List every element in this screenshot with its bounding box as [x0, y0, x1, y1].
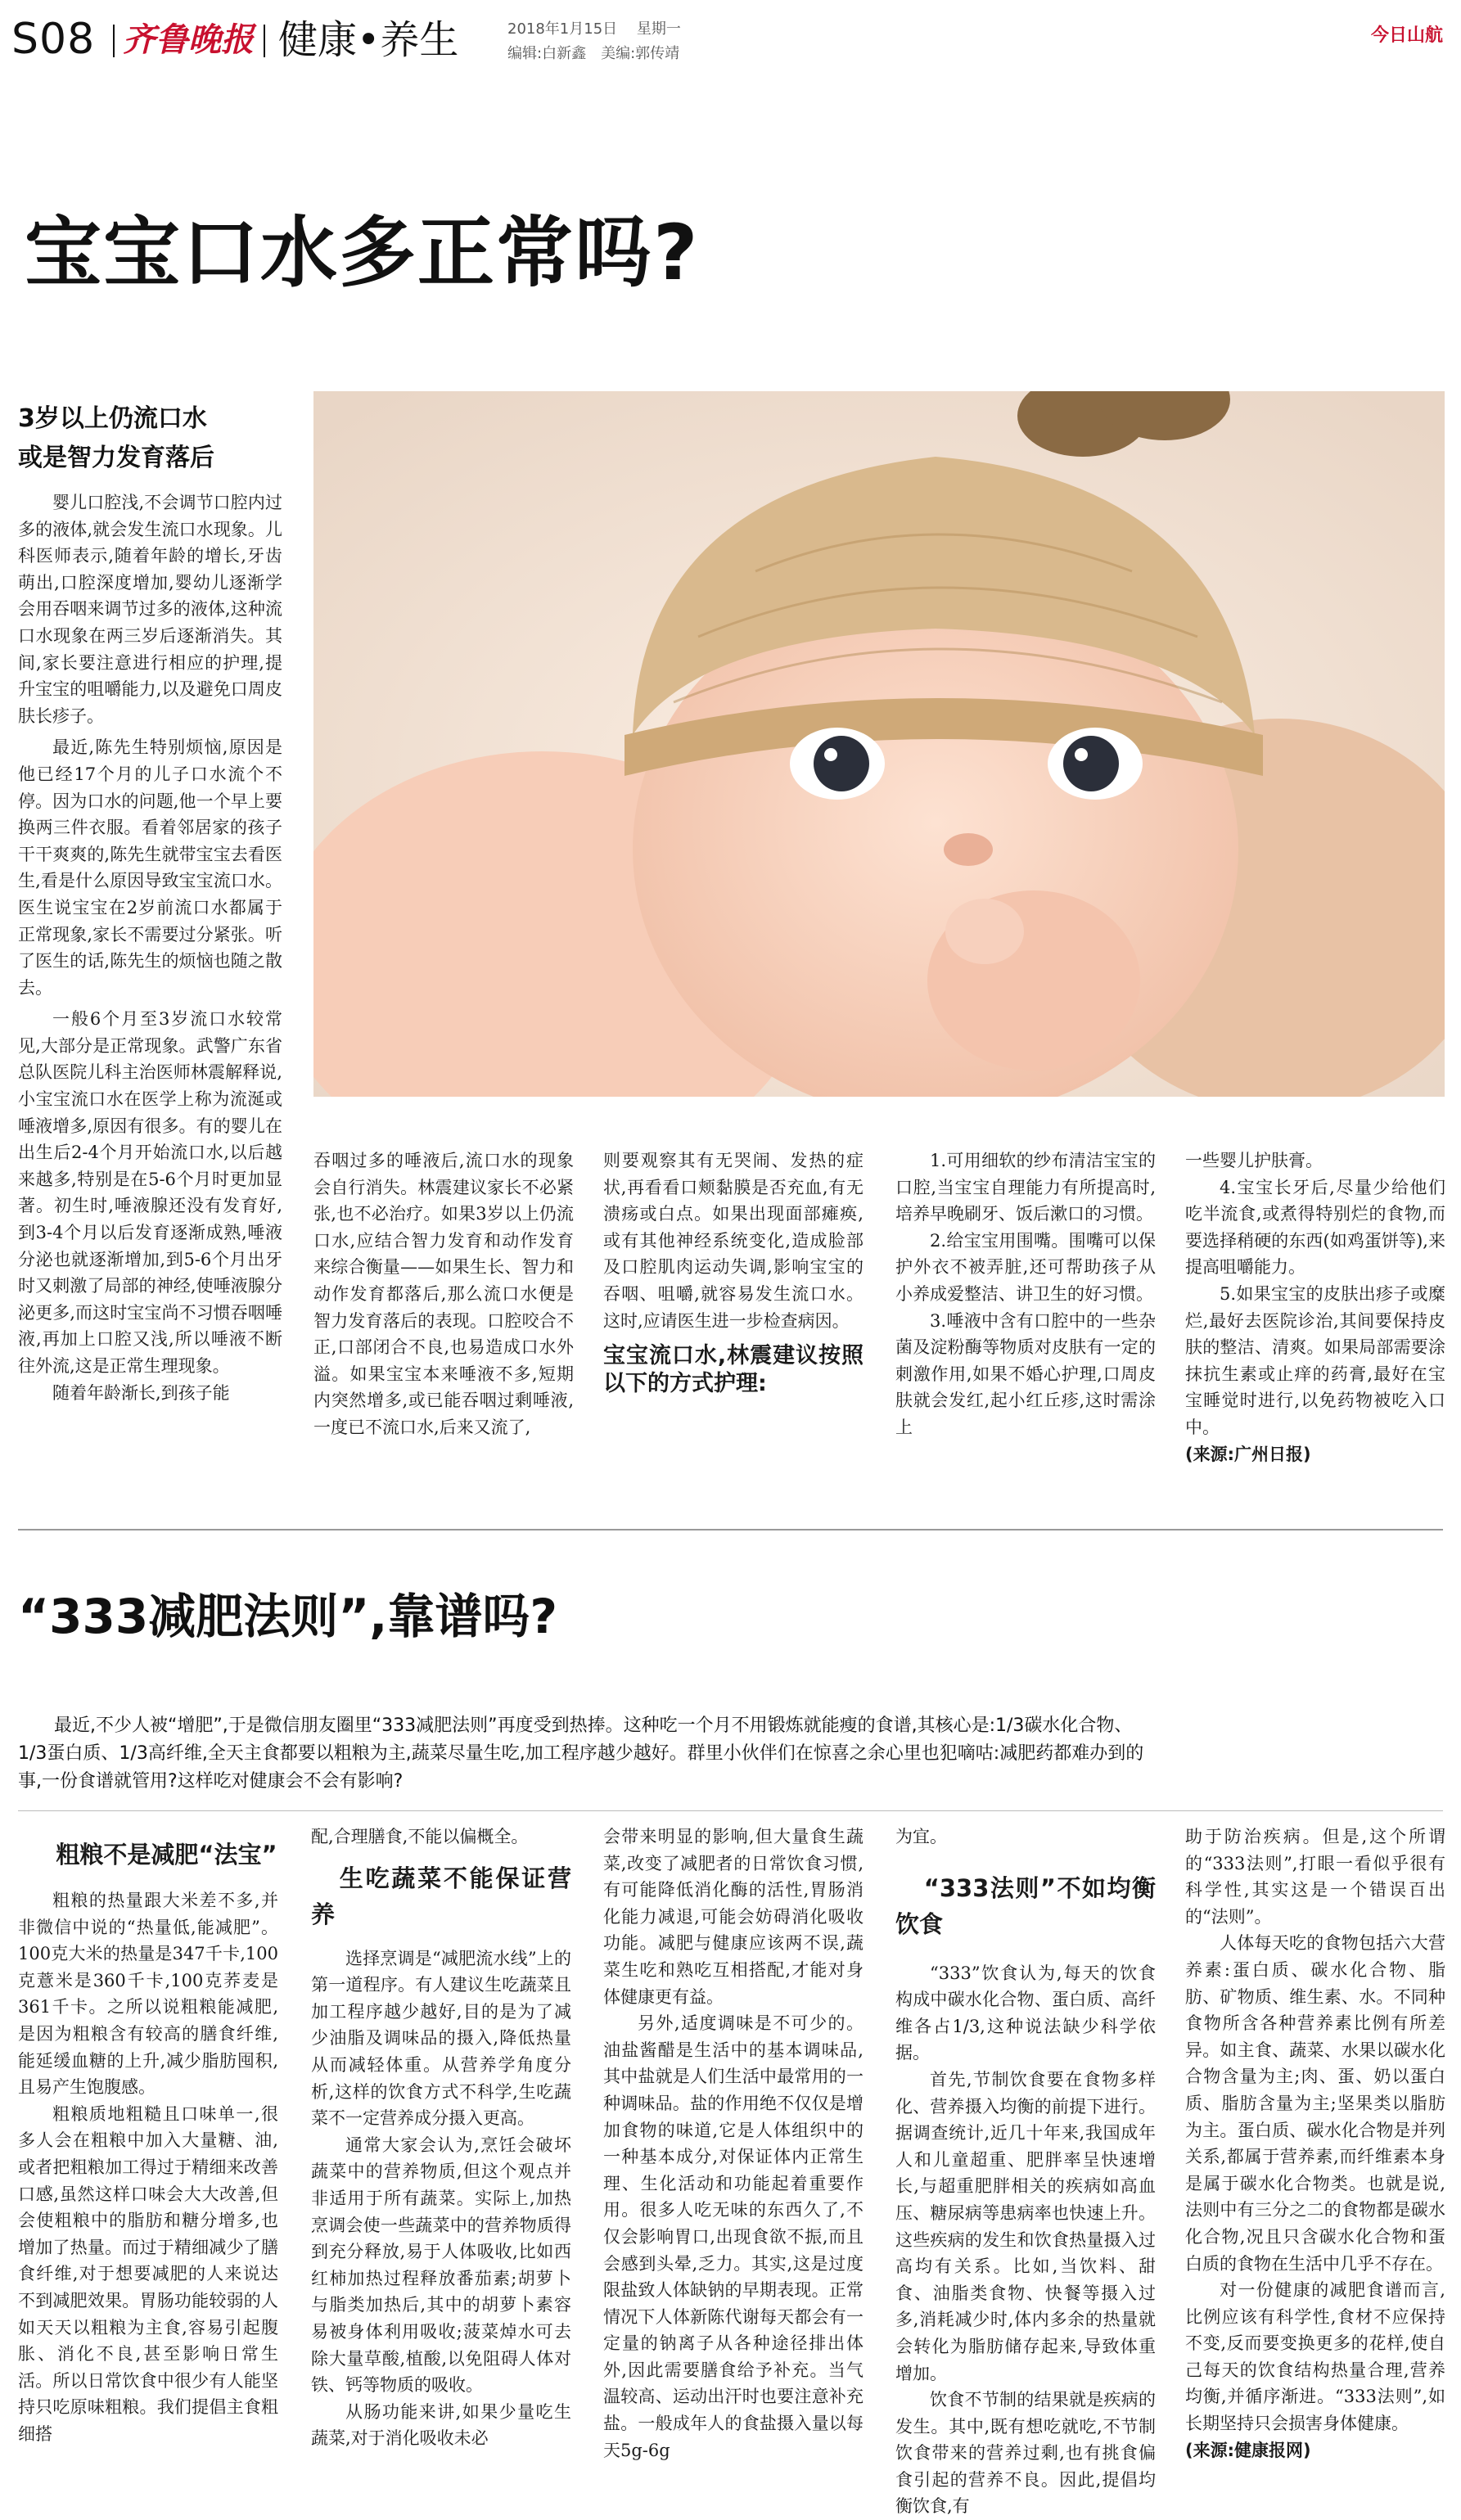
baby-photo: [313, 391, 1445, 1097]
article2-col2: [311, 1824, 571, 2452]
article2-subhead-b: 生吃蔬菜不能保证营养: [311, 1864, 571, 1928]
paragraph: 婴儿口腔浅,不会调节口腔内过多的液体,就会发生流口水现象。儿科医师表示,随着年龄的增长,牙齿萌出,口腔深度增加,婴幼儿逐渐学会用吞咽来调节过多的液体,这种流口水现象在两三岁后逐渐消失。其间,家长要注意进行相应的护理,提升宝宝的咀嚼能力,以及避免口周皮肤长疹子。: [18, 493, 282, 726]
paragraph: 3.唾液中含有口腔中的一些杂菌及淀粉酶等物质对皮肤有一定的刺激作用,如果不婚心护理,口周皮肤就会发红,起小红丘疹,这时需涂上: [895, 1310, 1156, 1437]
paragraph: 另外,适度调味是不可少的。油盐酱醋是生活中的基本调味品,其中盐就是人们生活中最常用的一种调味品。盐的作用绝不仅仅是增加食物的味道,它是人体组织中的一种基本成分,对保证体内正常生理、生化活动和功能起着重要作用。很多人吃无味的东西久了,不仅会影响胃口,出现食欲不振,而且会感到头晕,乏力。其实,这是过度限盐致人体缺钠的早期表现。正常情况下人体新陈代谢每天都会有一定量的钠离子从各种途径排出体外,因此需要膳食给予补充。当气温较高、运动出汗时也要注意补充盐。一般成年人的食盐摄入量以每天5g-6g: [603, 2013, 864, 2460]
header-divider-1: [113, 25, 115, 57]
paragraph: 一些婴儿护肤膏。: [1185, 1151, 1323, 1170]
date-text: 2018年1月15日: [507, 20, 618, 38]
article1-col5: [1185, 1147, 1445, 1467]
intro-divider: [18, 1810, 1443, 1811]
article1-col1: [18, 489, 282, 1406]
paragraph: 吞咽过多的唾液后,流口水的现象会自行消失。林震建议家长不必紧张,也不必治疗。如果3岁以上仍流口水,应结合智力发育和动作发育来综合衡量——如果生长、智力和动作发育都落后,那么流口水便是智力发育落后的表现。口腔咬合不正,口部闭合不良,也易造成口水外溢。如果宝宝本来唾液不多,短期内突然增多,或已能吞咽过剩唾液,一度已不流口水,后来又流了,: [313, 1151, 574, 1437]
paragraph: 人体每天吃的食物包括六大营养素:蛋白质、碳水化合物、脂肪、矿物质、维生素、水。不同种食物所含各种营养素比例有所差异。如主食、蔬菜、水果以碳水化合物含量为主;肉、蛋、奶以蛋白质、脂肪含量为主;坚果类以脂肪为主。蛋白质、碳水化合物是并列关系,都属于营养素,而纤维素本身是属于碳水化合物类。也就是说,法则中有三分之二的食物都是碳水化合物,况且只含碳水化合物和蛋白质的食物在生活中几乎不存在。: [1185, 1933, 1445, 2274]
subhead-line-2: 或是智力发育落后: [18, 444, 214, 472]
paragraph: 助于防治疾病。但是,这个所谓的“333法则”,打眼一看似乎很有科学性,其实这是一个错误百出的“法则”。: [1185, 1827, 1445, 1927]
paragraph: 为宜。: [895, 1827, 947, 1846]
paragraph: 5.如果宝宝的皮肤出疹子或糜烂,最好去医院诊治,其间要保持皮肤的整洁、清爽。如果局部需要涂抹抗生素或止痒的药膏,最好在宝宝睡觉时进行,以免药物被吃入口中。: [1185, 1283, 1445, 1437]
article2-source: (来源:健康报网): [1185, 2440, 1311, 2460]
article2-col3: [603, 1824, 864, 2464]
paragraph: 随着年龄渐长,到孩子能: [52, 1382, 230, 1403]
header-divider-2: [264, 25, 265, 57]
paragraph: 通常大家会认为,烹饪会破坏蔬菜中的营养物质,但这个观点并非适用于所有蔬菜。实际上,加热烹调会使一些蔬菜中的营养物质得到充分释放,易于人体吸收,比如西红柿加热过程释放番茄素;胡萝卜与脂类加热后,其中的胡萝卜素容易被身体利用吸收;菠菜焯水可去除大量草酸,植酸,以免阻碍人体对铁、钙等物质的吸收。: [311, 2135, 571, 2396]
article1-source: (来源:广州日报): [1185, 1444, 1311, 1464]
article2-col1: [18, 1837, 278, 2447]
section-title: 健康•养生: [278, 17, 459, 63]
article2-title: “333减肥法则”,靠谱吗?: [18, 1589, 557, 1644]
paragraph: 选择烹调是“减肥流水线”上的第一道程序。有人建议生吃蔬菜且加工程序越少越好,目的是为了减少油脂及调味品的摄入,降低热量从而减轻体重。从营养学角度分析,这样的饮食方式不科学,生吃蔬菜不一定营养成分摄入更高。: [311, 1948, 571, 2129]
paragraph: 配,合理膳食,不能以偏概全。: [311, 1827, 529, 1846]
paragraph: 粗粮质地粗糙且口味单一,很多人会在粗粮中加入大量糖、油,或者把粗粮加工得过于精细来改善口感,虽然这样口味会大大改善,但会使粗粮中的脂肪和糖分增多,也增加了热量。而过于精细减少了膳食纤维,对于想要减肥的人来说达不到减肥效果。胃肠功能较弱的人如天天以粗粮为主食,容易引起腹胀、消化不良,甚至影响日常生活。所以日常饮食中很少有人能坚持只吃原味粗粮。我们提倡主食粗细搭: [18, 2103, 278, 2444]
paragraph: 会带来明显的影响,但大量食生蔬菜,改变了减肥者的日常饮食习惯,有可能降低消化酶的活性,胃肠消化能力减退,可能会妨碍消化吸收功能。减肥与健康应该两不误,蔬菜生吃和熟吃互相搭配,才能对身体健康更有益。: [603, 1827, 864, 2007]
paragraph: 2.给宝宝用围嘴。围嘴可以保护外衣不被弄脏,还可帮助孩子从小养成爱整洁、讲卫生的好习惯。: [895, 1230, 1156, 1304]
page-number: S08: [11, 15, 96, 64]
paragraph: 则要观察其有无哭闹、发热的症状,再看看口颊黏膜是否充血,有无溃疡或白点。如果出现面部瘫痪,或有其他神经系统变化,造成脸部及口腔肌肉运动失调,影响宝宝的吞咽、咀嚼,就容易发生流口水。这时,应请医生进一步检查病因。: [603, 1151, 864, 1331]
article1-col2: [313, 1147, 574, 1441]
article1-title: 宝宝口水多正常吗?: [25, 209, 700, 298]
header-date: [507, 20, 681, 39]
article1-col3: [603, 1147, 864, 1398]
paragraph: “333”饮食认为,每天的饮食构成中碳水化合物、蛋白质、高纤维各占1/3,这种说法缺少科学依据。: [895, 1963, 1156, 2063]
paragraph: 1.可用细软的纱布清洁宝宝的口腔,当宝宝自理能力有所提高时,培养早晚刷牙、饭后漱口的习惯。: [895, 1151, 1156, 1224]
brand-tag: 今日山航: [1370, 25, 1443, 46]
paper-logo: 齐鲁晚报: [123, 20, 254, 59]
article1-tips-heading: 宝宝流口水,林震建议按照以下的方式护理:: [603, 1343, 864, 1397]
article2-subhead-c: “333法则”不如均衡饮食: [895, 1873, 1156, 1938]
article2-col4: [895, 1824, 1156, 2520]
subhead-line-1: 3岁以上仍流口水: [18, 404, 207, 433]
article-divider: [18, 1529, 1443, 1530]
baby-photo-illustration: [313, 391, 1445, 1097]
paragraph: 从肠功能来讲,如果少量吃生蔬菜,对于消化吸收未必: [311, 2401, 571, 2449]
weekday-text: 星期一: [636, 20, 681, 38]
article2-col5: [1185, 1824, 1445, 2464]
paragraph: 对一份健康的减肥食谱而言,比例应该有科学性,食材不应保持不变,反而要变换更多的花样,使自己每天的饮食结构热量合理,营养均衡,并循序渐进。“333法则”,如长期坚持只会损害身体健康。: [1185, 2280, 1445, 2434]
paragraph: 粗粮的热量跟大米差不多,并非微信中说的“热量低,能减肥”。100克大米的热量是347千卡,100克薏米是360千卡,100克荞麦是361千卡。之所以说粗粮能减肥,是因为粗粮含有较高的膳食纤维,能延缓血糖的上升,减少脂肪囤积,且易产生饱腹感。: [18, 1891, 278, 2098]
article2-intro: 最近,不少人被“增肥”,于是微信朋友圈里“333减肥法则”再度受到热捧。这种吃一个月不用锻炼就能瘦的食谱,其核心是:1/3碳水化合物、1/3蛋白质、1/3高纤维,全天主食都要以粗粮为主,蔬菜尽量生吃,加工程序越少越好。群里小伙伴们在惊喜之余心里也犯嘀咕:减肥药都难办到的事,一份食谱就管用?这样吃对健康会不会有影响?: [18, 1715, 1144, 1792]
paragraph: 首先,节制饮食要在食物多样化、营养摄入均衡的前提下进行。据调查统计,近几十年来,我国成年人和儿童超重、肥胖率呈快速增长,与超重肥胖相关的疾病如高血压、糖尿病等患病率也快速上升。这些疾病的发生和饮食热量摄入过高均有关系。比如,当饮料、甜食、油脂类食物、快餐等摄入过多,消耗减少时,体内多余的热量就会转化为脂肪储存起来,导致体重增加。: [895, 2069, 1156, 2383]
article1-subhead: [18, 399, 214, 478]
paragraph: 4.宝宝长牙后,尽量少给他们吃半流食,或煮得特别烂的食物,而要选择稍硬的东西(如鸡蛋饼等),来提高咀嚼能力。: [1185, 1177, 1445, 1278]
paragraph: 饮食不节制的结果就是疾病的发生。其中,既有想吃就吃,不节制饮食带来的营养过剩,也有挑食偏食引起的营养不良。因此,提倡均衡饮食,有: [895, 2390, 1156, 2517]
paragraph: 最近,陈先生特别烦恼,原因是他已经17个月的儿子口水流个不停。因为口水的问题,他一个早上要换两三件衣服。看着邻居家的孩子干干爽爽的,陈先生就带宝宝去看医生,看是什么原因导致宝宝流口水。医生说宝宝在2岁前流口水都属于正常现象,家长不需要过分紧张。听了医生的话,陈先生的烦恼也随之散去。: [18, 737, 282, 998]
paragraph: 一般6个月至3岁流口水较常见,大部分是正常现象。武警广东省总队医院儿科主治医师林震解释说,小宝宝流口水在医学上称为流涎或唾液增多,原因有很多。有的婴儿在出生后2-4个月开始流口水,以后越来越多,特别是在5-6个月时更加显著。初生时,唾液腺还没有发育好,到3-4个月以后发育逐渐成熟,唾液分泌也就逐渐增加,到5-6个月出牙时又刺激了局部的神经,使唾液腺分泌更多,而这时宝宝尚不习惯吞咽唾液,再加上口腔又浅,所以唾液不断往外流,这是正常生理现象。: [18, 1009, 282, 1376]
article1-col4: [895, 1147, 1156, 1441]
editor-line: 编辑:白新鑫 美编:郭传靖: [507, 45, 680, 62]
article2-subhead-a: 粗粮不是减肥“法宝”: [56, 1841, 277, 1869]
